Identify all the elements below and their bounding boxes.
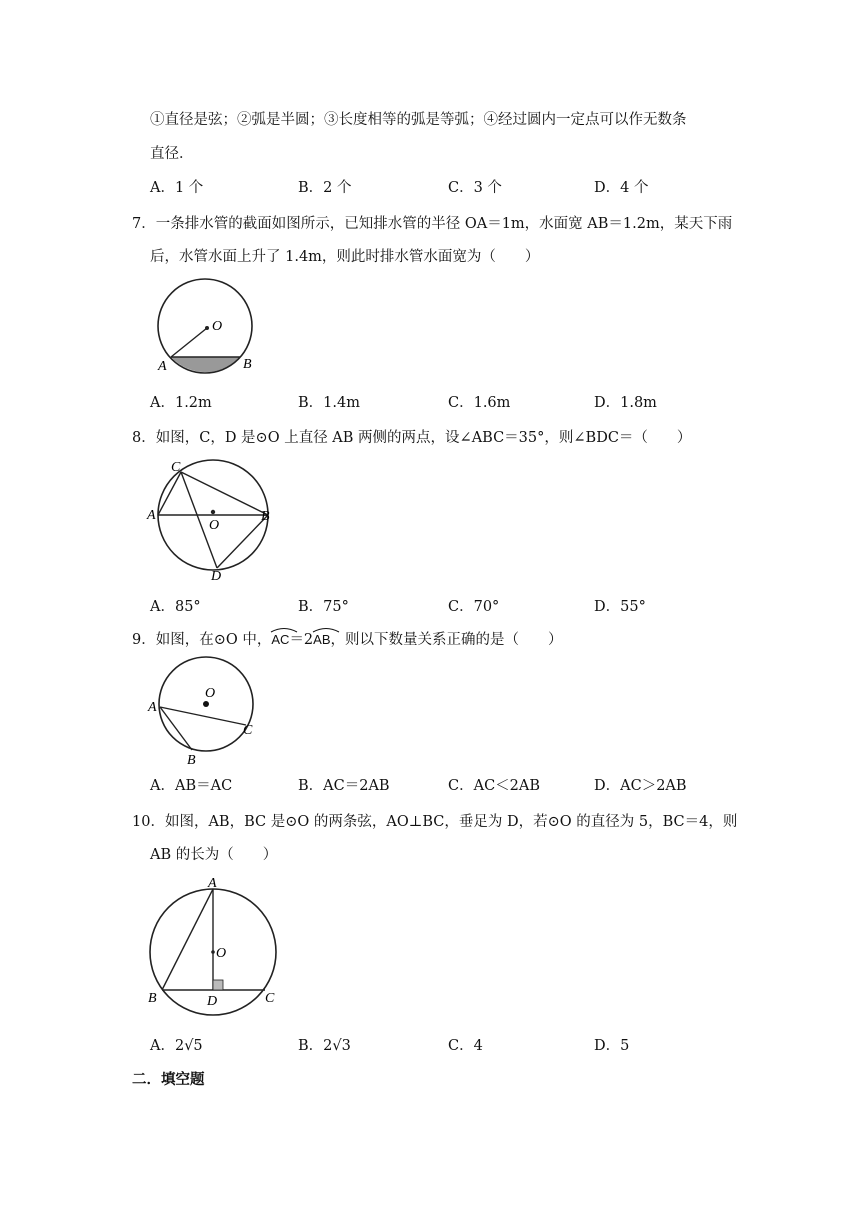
- center-point: [205, 326, 209, 330]
- q8-option-d: D．55°: [594, 599, 646, 615]
- q8-circle-diagram: [145, 458, 275, 583]
- q6-option-c: C．3 个: [448, 180, 502, 196]
- q9-line1: [132, 630, 563, 650]
- label-o: O: [209, 518, 220, 533]
- q9-text-start: 9．如图，在⊙O 中，: [132, 632, 272, 648]
- arc-ac-label: AC: [271, 632, 290, 647]
- arc-symbol: [270, 627, 298, 633]
- q8-option-a: A．85°: [150, 599, 201, 615]
- q6-option-b: B．2 个: [298, 180, 352, 196]
- q9-mid: ＝2: [289, 632, 314, 648]
- q10-option-d: D．5: [594, 1038, 630, 1054]
- label-d: D: [211, 569, 222, 583]
- q7-line2: 后，水管水面上升了 1.4m，则此时排水管水面宽为（ ）: [150, 249, 540, 265]
- q7-line1: 7．一条排水管的截面如图所示，已知排水管的半径 OA＝1m，水面宽 AB＝1.2m，某天下雨: [132, 216, 733, 232]
- q7-option-a: A．1.2m: [150, 395, 212, 411]
- q10-line1: 10．如图，AB，BC 是⊙O 的两条弦，AO⊥BC，垂足为 D，若⊙O 的直径为 5，BC＝4，则: [132, 814, 738, 830]
- q9-option-b: B．AC＝2AB: [298, 778, 390, 794]
- chord-ac: [160, 707, 246, 725]
- label-b: B: [187, 753, 196, 768]
- arc-ab-label: AB: [313, 632, 331, 647]
- q10-option-c: C．4: [448, 1038, 483, 1054]
- radius-oa: [171, 328, 207, 357]
- label-b: B: [243, 357, 252, 372]
- arc-ab: [313, 630, 330, 650]
- label-a: A: [208, 876, 217, 891]
- center-point: [211, 950, 215, 954]
- q6-line2: 直径．: [150, 146, 194, 162]
- q8-option-c: C．70°: [448, 599, 500, 615]
- chord-ca: [158, 472, 181, 515]
- q8-line1: 8．如图，C，D 是⊙O 上直径 AB 两侧的两点，设∠ABC＝35°，则∠BDC＝（ ）: [132, 430, 692, 446]
- q10-circle-diagram: [144, 874, 284, 1022]
- section-heading-fill-in: 二．填空题: [132, 1072, 205, 1088]
- center-point: [211, 510, 215, 514]
- label-b: B: [261, 509, 270, 524]
- q6-option-d: D．4 个: [594, 180, 649, 196]
- q8-option-b: B．75°: [298, 599, 349, 615]
- label-c: C: [243, 723, 253, 738]
- q9-option-c: C．AC＜2AB: [448, 778, 541, 794]
- q7-pipe-diagram: [150, 278, 265, 378]
- chord-ab: [162, 889, 213, 990]
- water-segment: [171, 357, 240, 372]
- label-c: C: [171, 460, 181, 475]
- label-o: O: [212, 319, 223, 334]
- q7-option-c: C．1.6m: [448, 395, 511, 411]
- label-o: O: [216, 946, 227, 961]
- label-c: C: [265, 991, 275, 1006]
- arc-symbol: [312, 627, 340, 633]
- label-b: B: [148, 991, 157, 1006]
- label-d: D: [207, 994, 218, 1009]
- q10-line2: AB 的长为（ ）: [150, 847, 278, 863]
- center-point: [203, 701, 209, 707]
- q7-option-d: D．1.8m: [594, 395, 657, 411]
- label-a: A: [147, 508, 156, 523]
- q9-text-end: ，则以下数量关系正确的是（ ）: [330, 632, 563, 648]
- arc-ac: [271, 630, 289, 650]
- q9-option-a: A．AB＝AC: [150, 778, 233, 794]
- q10-option-a: A．2√5: [150, 1038, 203, 1054]
- q6-option-a: A．1 个: [150, 180, 204, 196]
- q9-circle-diagram: [145, 656, 265, 768]
- label-o: O: [205, 686, 216, 701]
- q6-line1: ①直径是弦；②弧是半圆；③长度相等的弧是等弧；④经过圆内一定点可以作无数条: [150, 112, 687, 128]
- chord-ab: [160, 707, 192, 750]
- right-angle-mark: [213, 980, 223, 990]
- label-a: A: [148, 700, 157, 715]
- label-a: A: [158, 359, 167, 374]
- q9-option-d: D．AC＞2AB: [594, 778, 687, 794]
- q10-option-b: B．2√3: [298, 1038, 351, 1054]
- q7-option-b: B．1.4m: [298, 395, 360, 411]
